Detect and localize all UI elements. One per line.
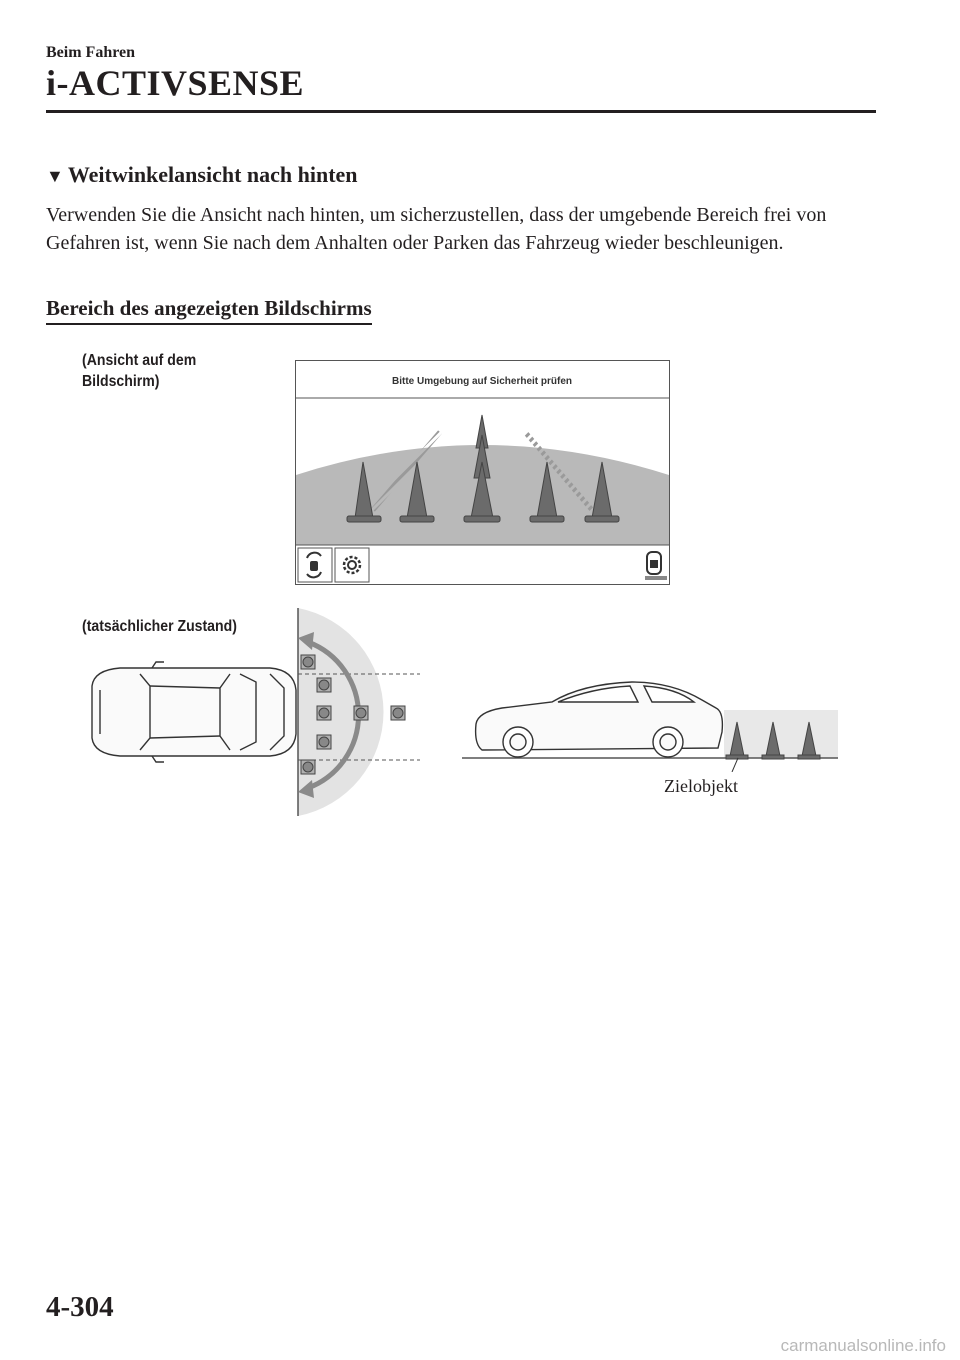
target-object — [391, 706, 405, 720]
target-object — [301, 760, 315, 774]
target-object — [317, 735, 331, 749]
target-object — [317, 678, 331, 692]
triangle-marker-icon: ▼ — [46, 166, 64, 186]
section-title: i-ACTIVSENSE — [46, 63, 305, 103]
top-view-illustration — [80, 608, 420, 816]
header-rule — [46, 110, 876, 113]
actual-caption: (tatsächlicher Zustand) — [82, 618, 237, 635]
target-object — [317, 706, 331, 720]
view-switch-icon[interactable] — [298, 548, 332, 582]
gear-icon[interactable] — [335, 548, 369, 582]
area-heading: Bereich des angezeigten Bildschirms — [46, 296, 372, 325]
car-top-view — [92, 662, 296, 762]
side-view-illustration — [462, 672, 842, 772]
camera-screen-illustration — [295, 360, 670, 585]
screen-warning-text: Bitte Umgebung auf Sicherheit prüfen — [391, 376, 573, 387]
screen-caption: (Ansicht auf dem Bildschirm) — [82, 352, 197, 390]
body-paragraph: Verwenden Sie die Ansicht nach hinten, um sicherzustellen, dass der umgebende Bereich frei von Gefahren ist, wenn Sie nach dem Anhalten oder Parken das Fahrzeug wieder beschleunigen. — [46, 204, 827, 254]
target-object-label: Zielobjekt — [664, 776, 738, 796]
subheading — [46, 162, 358, 188]
chapter-title: Beim Fahren — [46, 44, 136, 61]
subheading-text: Weitwinkelansicht nach hinten — [67, 162, 358, 187]
watermark: carmanualsonline.info — [780, 1336, 946, 1355]
target-object — [301, 655, 315, 669]
target-object — [354, 706, 368, 720]
car-side-view — [476, 682, 723, 757]
page-number: 4-304 — [46, 1291, 114, 1323]
